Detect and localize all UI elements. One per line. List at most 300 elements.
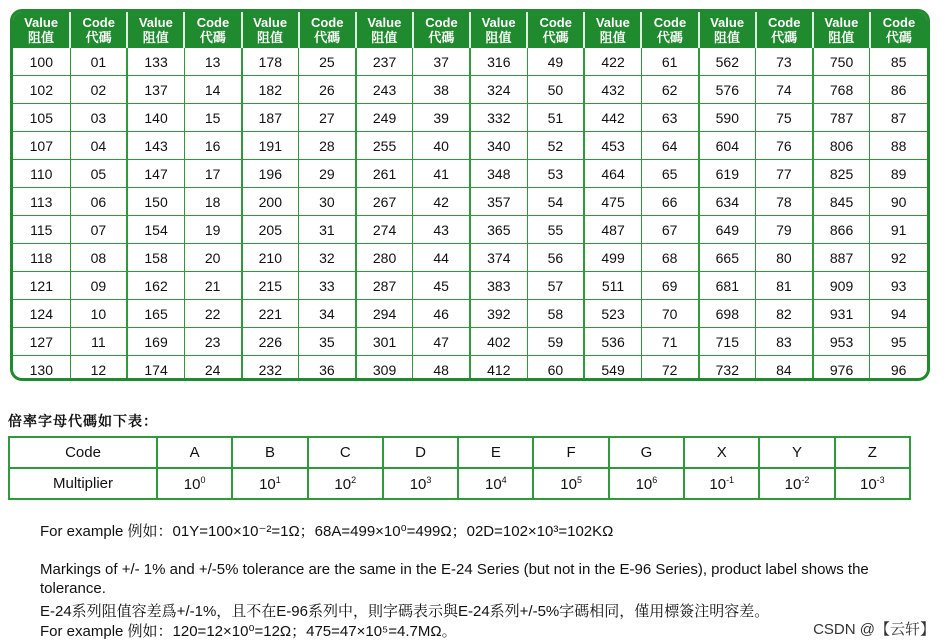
multiplier-exponent: 5 (576, 474, 582, 485)
code-cell: 52 (527, 132, 584, 160)
resistance-value-cell: 115 (13, 216, 70, 244)
value-header (813, 12, 870, 48)
resistance-value-cell: 301 (356, 328, 413, 356)
code-cell: 67 (641, 216, 698, 244)
resistance-value-cell: 357 (470, 188, 527, 216)
resistance-value-cell: 324 (470, 76, 527, 104)
value-header (584, 12, 641, 48)
resistance-value-cell: 348 (470, 160, 527, 188)
code-cell: 41 (413, 160, 470, 188)
resistance-value-cell: 143 (127, 132, 184, 160)
resistance-value-cell: 280 (356, 244, 413, 272)
code-cell: 49 (527, 48, 584, 76)
multiplier-code-cell: F (533, 437, 608, 468)
code-cell: 06 (70, 188, 127, 216)
resistance-value-cell: 226 (242, 328, 299, 356)
resistance-value-cell: 107 (13, 132, 70, 160)
code-cell: 42 (413, 188, 470, 216)
code-cell: 14 (184, 76, 241, 104)
tolerance-note-chinese: E-24系列阻值容差爲+/-1%，且不在E-96系列中，則字碼表示與E-24系列+/-5%字碼相同，僅用標簽注明容差。 (40, 603, 770, 620)
code-cell: 76 (756, 132, 813, 160)
resistance-value-cell: 523 (584, 300, 641, 328)
code-cell: 92 (870, 244, 927, 272)
code-cell: 38 (413, 76, 470, 104)
code-cell: 17 (184, 160, 241, 188)
code-cell: 65 (641, 160, 698, 188)
code-cell: 32 (299, 244, 356, 272)
table-row (13, 328, 927, 356)
table-body (13, 48, 927, 381)
code-header-line: 代碼 (885, 30, 912, 45)
resistance-value-cell: 374 (470, 244, 527, 272)
code-header-line: Code (767, 15, 801, 30)
resistance-value-cell: 402 (470, 328, 527, 356)
table-row (13, 48, 927, 76)
resistance-value-cell: 232 (242, 356, 299, 382)
code-cell: 87 (870, 104, 927, 132)
code-cell: 70 (641, 300, 698, 328)
code-cell: 78 (756, 188, 813, 216)
value-header-line: Value (710, 15, 745, 30)
code-cell: 22 (184, 300, 241, 328)
code-cell: 39 (413, 104, 470, 132)
code-cell: 58 (527, 300, 584, 328)
code-cell: 20 (184, 244, 241, 272)
multiplier-code-cell: E (458, 437, 533, 468)
code-header-line: Code (425, 15, 458, 30)
code-row-label: Code (9, 437, 157, 468)
code-cell: 02 (70, 76, 127, 104)
code-cell: 05 (70, 160, 127, 188)
code-header (870, 12, 927, 48)
value-header-line: Value (481, 15, 516, 30)
resistance-value-cell: 165 (127, 300, 184, 328)
resistance-value-cell: 102 (13, 76, 70, 104)
resistance-value-cell: 549 (584, 356, 641, 382)
code-cell: 29 (299, 160, 356, 188)
resistance-value-cell: 100 (13, 48, 70, 76)
code-header (184, 12, 241, 48)
code-cell: 79 (756, 216, 813, 244)
code-cell: 44 (413, 244, 470, 272)
resistance-value-cell: 118 (13, 244, 70, 272)
multiplier-code-cell: A (157, 437, 232, 468)
code-header (641, 12, 698, 48)
code-cell: 16 (184, 132, 241, 160)
code-cell: 85 (870, 48, 927, 76)
code-header-line: Code (653, 15, 687, 30)
code-cell: 26 (299, 76, 356, 104)
resistance-value-cell: 499 (584, 244, 641, 272)
resistance-value-cell: 196 (242, 160, 299, 188)
multiplier-base: 10 (859, 475, 877, 493)
multiplier-value-cell (835, 468, 910, 499)
resistance-value-cell: 698 (699, 300, 756, 328)
e96-code-table-frame (10, 9, 930, 381)
multiplier-value-cell (458, 468, 533, 499)
code-cell: 90 (870, 188, 927, 216)
code-cell: 68 (641, 244, 698, 272)
multiplier-exponent: 4 (501, 474, 507, 485)
value-header-line: 阻值 (28, 30, 55, 45)
multiplier-base: 10 (635, 475, 653, 493)
resistance-value-cell: 681 (699, 272, 756, 300)
multiplier-base: 10 (484, 475, 502, 493)
resistance-value-cell: 464 (584, 160, 641, 188)
resistance-value-cell: 412 (470, 356, 527, 382)
multiplier-base: 10 (259, 475, 276, 493)
code-cell: 69 (641, 272, 698, 300)
code-cell: 77 (756, 160, 813, 188)
e96-code-table (13, 12, 927, 381)
resistance-value-cell: 221 (242, 300, 299, 328)
code-cell: 13 (184, 48, 241, 76)
code-cell: 94 (870, 300, 927, 328)
code-cell: 25 (299, 48, 356, 76)
code-cell: 89 (870, 160, 927, 188)
code-header (413, 12, 470, 48)
value-header-line: Value (138, 15, 173, 30)
multiplier-code-cell: Y (759, 437, 834, 468)
code-cell: 34 (299, 300, 356, 328)
resistance-value-cell: 274 (356, 216, 413, 244)
code-cell: 33 (299, 272, 356, 300)
code-cell: 45 (413, 272, 470, 300)
code-cell: 47 (413, 328, 470, 356)
code-cell: 61 (641, 48, 698, 76)
multiplier-value-cell (684, 468, 759, 499)
resistance-value-cell: 137 (127, 76, 184, 104)
code-cell: 11 (70, 328, 127, 356)
multiplier-code-cell: B (232, 437, 307, 468)
code-cell: 09 (70, 272, 127, 300)
code-header-line: 代碼 (542, 30, 569, 45)
multiplier-base: 10 (560, 475, 577, 493)
resistance-value-cell: 787 (813, 104, 870, 132)
resistance-value-cell: 169 (127, 328, 184, 356)
code-cell: 95 (870, 328, 927, 356)
table-header-row (13, 12, 927, 48)
value-header-line: 阻值 (371, 30, 398, 45)
code-header-line: 代碼 (314, 30, 341, 45)
table-row (13, 76, 927, 104)
code-cell: 35 (299, 328, 356, 356)
resistance-value-cell: 976 (813, 356, 870, 382)
example-note-2: For example 例如：120=12×10⁰=12Ω；475=47×10⁵=4.7MΩ。 (40, 623, 457, 640)
code-cell: 71 (641, 328, 698, 356)
multiplier-value-cell (157, 468, 232, 499)
resistance-value-cell: 261 (356, 160, 413, 188)
multiplier-code-cell: X (684, 437, 759, 468)
code-cell: 01 (70, 48, 127, 76)
resistance-value-cell: 383 (470, 272, 527, 300)
code-cell: 54 (527, 188, 584, 216)
resistance-value-cell: 150 (127, 188, 184, 216)
multiplier-value-row (9, 468, 910, 499)
code-cell: 08 (70, 244, 127, 272)
code-cell: 75 (756, 104, 813, 132)
code-cell: 40 (413, 132, 470, 160)
resistance-value-cell: 332 (470, 104, 527, 132)
code-cell: 10 (70, 300, 127, 328)
multiplier-base: 10 (709, 475, 727, 493)
value-header-line: Value (595, 15, 630, 30)
resistance-value-cell: 105 (13, 104, 70, 132)
resistance-value-cell: 113 (13, 188, 70, 216)
multiplier-value-cell (308, 468, 383, 499)
code-cell: 03 (70, 104, 127, 132)
resistance-value-cell: 750 (813, 48, 870, 76)
resistance-value-cell: 249 (356, 104, 413, 132)
multiplier-base: 10 (409, 475, 427, 493)
resistance-value-cell: 133 (127, 48, 184, 76)
multiplier-value-cell (609, 468, 684, 499)
multiplier-base: 10 (183, 475, 201, 493)
code-cell: 84 (756, 356, 813, 382)
code-header-line: Code (310, 15, 344, 30)
code-cell: 91 (870, 216, 927, 244)
resistance-value-cell: 267 (356, 188, 413, 216)
resistance-value-cell: 576 (699, 76, 756, 104)
multiplier-row-label: Multiplier (9, 468, 157, 499)
code-header (70, 12, 127, 48)
resistance-value-cell: 619 (699, 160, 756, 188)
code-cell: 28 (299, 132, 356, 160)
resistance-value-cell: 340 (470, 132, 527, 160)
code-header-line: Code (82, 15, 115, 30)
resistance-value-cell: 174 (127, 356, 184, 382)
code-cell: 63 (641, 104, 698, 132)
multiplier-exponent: -1 (726, 474, 735, 485)
code-cell: 72 (641, 356, 698, 382)
code-cell: 21 (184, 272, 241, 300)
resistance-value-cell: 442 (584, 104, 641, 132)
resistance-value-cell: 806 (813, 132, 870, 160)
resistance-value-cell: 365 (470, 216, 527, 244)
code-cell: 31 (299, 216, 356, 244)
value-header (470, 12, 527, 48)
resistance-value-cell: 453 (584, 132, 641, 160)
code-cell: 46 (413, 300, 470, 328)
code-cell: 96 (870, 356, 927, 382)
multiplier-exponent: 6 (652, 474, 658, 485)
code-cell: 62 (641, 76, 698, 104)
code-header-line: Code (539, 15, 572, 30)
resistance-value-cell: 487 (584, 216, 641, 244)
table-row (13, 244, 927, 272)
resistance-value-cell: 562 (699, 48, 756, 76)
code-cell: 23 (184, 328, 241, 356)
multiplier-heading: 倍率字母代碼如下表： (8, 413, 158, 429)
value-header-line: Value (824, 15, 859, 30)
table-row (13, 188, 927, 216)
multiplier-code-cell: G (609, 437, 684, 468)
resistance-value-cell: 215 (242, 272, 299, 300)
table-row (13, 132, 927, 160)
resistance-value-cell: 715 (699, 328, 756, 356)
resistance-value-cell: 121 (13, 272, 70, 300)
resistance-value-cell: 866 (813, 216, 870, 244)
code-cell: 86 (870, 76, 927, 104)
code-cell: 59 (527, 328, 584, 356)
resistance-value-cell: 732 (699, 356, 756, 382)
code-header (756, 12, 813, 48)
value-header-line: 阻值 (257, 30, 284, 45)
multiplier-exponent: 3 (426, 474, 432, 485)
code-cell: 80 (756, 244, 813, 272)
code-header-line: Code (196, 15, 230, 30)
code-cell: 19 (184, 216, 241, 244)
code-header-line: Code (882, 15, 916, 30)
code-header-line: 代碼 (428, 30, 455, 45)
resistance-value-cell: 887 (813, 244, 870, 272)
code-cell: 57 (527, 272, 584, 300)
multiplier-base: 10 (334, 475, 352, 493)
resistance-value-cell: 649 (699, 216, 756, 244)
resistance-value-cell: 147 (127, 160, 184, 188)
table-row (13, 216, 927, 244)
resistance-value-cell: 953 (813, 328, 870, 356)
multiplier-exponent: -2 (801, 474, 810, 485)
code-cell: 82 (756, 300, 813, 328)
table-row (13, 104, 927, 132)
code-cell: 15 (184, 104, 241, 132)
value-header (356, 12, 413, 48)
resistance-value-cell: 158 (127, 244, 184, 272)
value-header-line: Value (367, 15, 402, 30)
value-header (699, 12, 756, 48)
table-row (13, 272, 927, 300)
resistance-value-cell: 287 (356, 272, 413, 300)
multiplier-base: 10 (784, 475, 802, 493)
resistance-value-cell: 178 (242, 48, 299, 76)
multiplier-value-cell (383, 468, 458, 499)
resistance-value-cell: 309 (356, 356, 413, 382)
code-header-line: 代碼 (656, 30, 683, 45)
code-cell: 83 (756, 328, 813, 356)
code-cell: 18 (184, 188, 241, 216)
resistance-value-cell: 237 (356, 48, 413, 76)
table-row (13, 300, 927, 328)
value-header-line: Value (253, 15, 288, 30)
code-cell: 12 (70, 356, 127, 382)
resistance-value-cell: 845 (813, 188, 870, 216)
code-cell: 37 (413, 48, 470, 76)
resistance-value-cell: 825 (813, 160, 870, 188)
multiplier-code-row (9, 437, 910, 468)
resistance-value-cell: 422 (584, 48, 641, 76)
code-cell: 48 (413, 356, 470, 382)
resistance-value-cell: 243 (356, 76, 413, 104)
code-cell: 30 (299, 188, 356, 216)
resistance-value-cell: 665 (699, 244, 756, 272)
resistance-value-cell: 205 (242, 216, 299, 244)
code-cell: 56 (527, 244, 584, 272)
value-header-line: 阻值 (828, 30, 855, 45)
code-cell: 50 (527, 76, 584, 104)
multiplier-code-cell: D (383, 437, 458, 468)
multiplier-value-cell (533, 468, 608, 499)
code-header-line: 代碼 (199, 30, 226, 45)
resistance-value-cell: 604 (699, 132, 756, 160)
code-cell: 93 (870, 272, 927, 300)
code-cell: 07 (70, 216, 127, 244)
resistance-value-cell: 200 (242, 188, 299, 216)
table-row (13, 356, 927, 382)
resistance-value-cell: 511 (584, 272, 641, 300)
resistance-value-cell: 187 (242, 104, 299, 132)
code-cell: 66 (641, 188, 698, 216)
resistance-value-cell: 931 (813, 300, 870, 328)
resistance-value-cell: 634 (699, 188, 756, 216)
resistance-value-cell: 210 (242, 244, 299, 272)
example-note-1: For example 例如：01Y=100×10⁻²=1Ω；68A=499×10⁰=499Ω；02D=102×10³=102KΩ (40, 523, 614, 540)
resistance-value-cell: 536 (584, 328, 641, 356)
code-cell: 27 (299, 104, 356, 132)
code-cell: 74 (756, 76, 813, 104)
code-cell: 04 (70, 132, 127, 160)
resistance-value-cell: 191 (242, 132, 299, 160)
multiplier-code-cell: Z (835, 437, 910, 468)
code-cell: 64 (641, 132, 698, 160)
resistance-value-cell: 590 (699, 104, 756, 132)
value-header (127, 12, 184, 48)
code-cell: 36 (299, 356, 356, 382)
multiplier-code-cell: C (308, 437, 383, 468)
resistance-value-cell: 475 (584, 188, 641, 216)
code-cell: 88 (870, 132, 927, 160)
value-header-line: 阻值 (485, 30, 512, 45)
resistance-value-cell: 909 (813, 272, 870, 300)
code-cell: 60 (527, 356, 584, 382)
code-cell: 73 (756, 48, 813, 76)
value-header-line: 阻值 (142, 30, 169, 45)
resistance-value-cell: 392 (470, 300, 527, 328)
value-header-line: Value (24, 15, 59, 30)
multiplier-exponent: 2 (351, 474, 357, 485)
code-cell: 24 (184, 356, 241, 382)
resistance-value-cell: 140 (127, 104, 184, 132)
resistance-value-cell: 124 (13, 300, 70, 328)
value-header-line: 阻值 (599, 30, 626, 45)
value-header (13, 12, 70, 48)
table-row (13, 160, 927, 188)
resistance-value-cell: 432 (584, 76, 641, 104)
code-cell: 81 (756, 272, 813, 300)
code-cell: 55 (527, 216, 584, 244)
tolerance-note: Markings of +/- 1% and +/-5% tolerance are the same in the E-24 Series (but not in the E-96 Series), product label shows the tolerance. (40, 561, 869, 597)
resistance-value-cell: 182 (242, 76, 299, 104)
resistance-value-cell: 294 (356, 300, 413, 328)
code-header-line: 代碼 (85, 30, 112, 45)
code-cell: 53 (527, 160, 584, 188)
multiplier-table (8, 436, 911, 500)
resistance-value-cell: 255 (356, 132, 413, 160)
multiplier-exponent: -3 (876, 474, 885, 485)
csdn-watermark: CSDN @【云轩】 (813, 621, 935, 638)
value-header (242, 12, 299, 48)
resistance-value-cell: 768 (813, 76, 870, 104)
multiplier-exponent: 1 (275, 474, 281, 485)
multiplier-value-cell (232, 468, 307, 499)
value-header-line: 阻值 (714, 30, 741, 45)
code-header-line: 代碼 (771, 30, 798, 45)
code-header (299, 12, 356, 48)
resistance-value-cell: 162 (127, 272, 184, 300)
multiplier-value-cell (759, 468, 834, 499)
code-cell: 51 (527, 104, 584, 132)
code-header (527, 12, 584, 48)
